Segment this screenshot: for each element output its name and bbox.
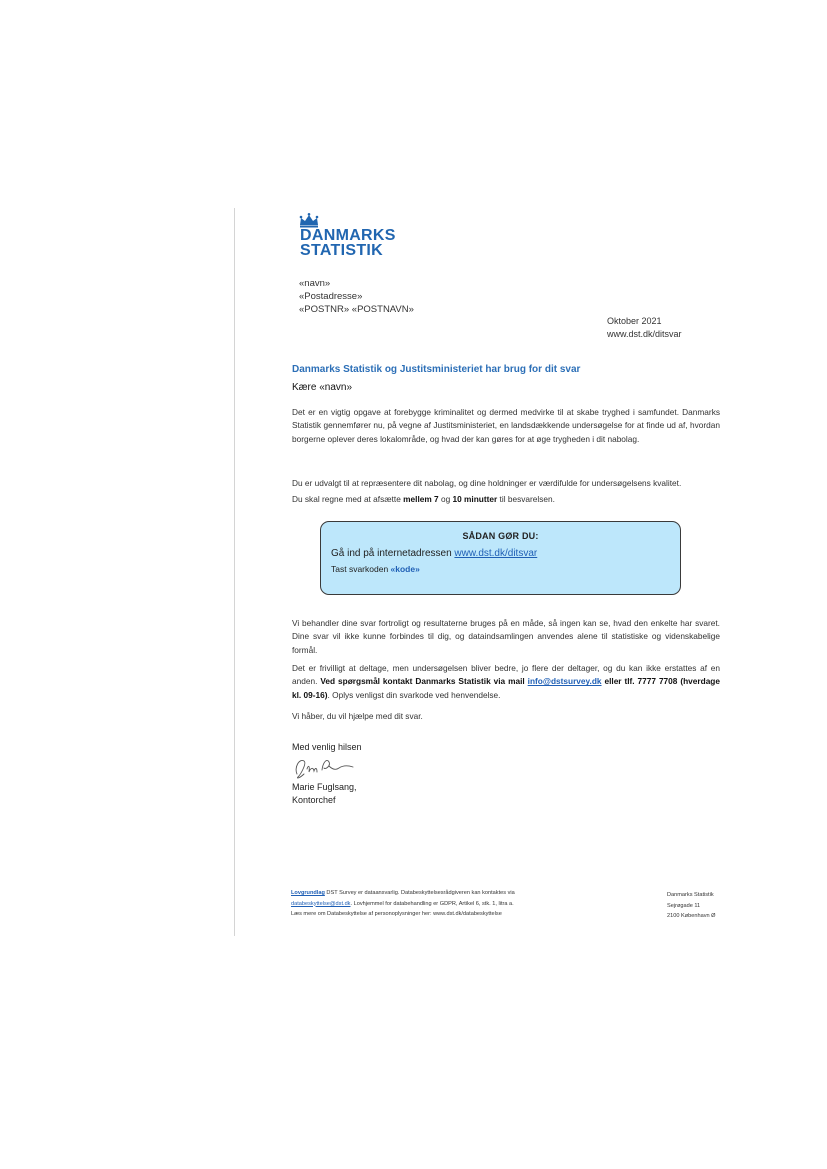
margin-rule xyxy=(234,208,235,936)
instructions-box xyxy=(320,521,681,595)
salutation: Kære «navn» xyxy=(292,382,353,393)
recipient-address xyxy=(299,277,414,316)
contact-email-link[interactable]: info@dstsurvey.dk xyxy=(527,676,602,687)
paragraph-selection: Du er udvalgt til at repræsentere dit nabolag, og dine holdninger er værdifulde for undersøgelsens kvalitet. xyxy=(292,478,682,488)
recipient-city: «POSTNR» «POSTNAVN» xyxy=(299,304,414,315)
logo-line-1: DANMARKS xyxy=(300,227,396,244)
closing: Med venlig hilsen xyxy=(292,742,362,752)
sender-address xyxy=(667,890,716,922)
instructions-code-line: Tast svarkoden «kode» xyxy=(331,564,420,574)
paragraph-time: Du skal regne med at afsætte mellem 7 og 10 minutter til besvarelsen. xyxy=(292,494,555,504)
date-block xyxy=(607,315,682,340)
sender-city: 2100 København Ø xyxy=(667,913,716,919)
sender-street: Sejrøgade 11 xyxy=(667,902,701,909)
signer-name: Marie Fuglsang, xyxy=(292,782,357,792)
footer-read-more: Læs mere om Databeskyttelse af personoplysninger her: www.dst.dk/databeskyttelse xyxy=(291,911,502,917)
survey-link[interactable]: www.dst.dk/ditsvar xyxy=(454,548,538,559)
signature-image xyxy=(291,754,361,782)
signer-title: Kontorchef xyxy=(292,794,336,805)
paragraph-purpose: Det er en vigtig opgave at forebygge kriminalitet og dermed medvirke til at skabe tryghed i samfundet. Danmarks Statistik gennemfører nu, på vegne af Justitsministeriet, en landsdækkende undersøgelse for at finde ud af, hvordan borgerne oplever deres lokalområde, og hvad der kan gøres for at øge trygheden i dit nabolag. xyxy=(292,407,720,444)
survey-code: «kode» xyxy=(390,564,420,574)
letter-url: www.dst.dk/ditsvar xyxy=(607,328,682,339)
paragraph-contact: Det er frivilligt at deltage, men undersøgelsen bliver bedre, jo flere der deltager, og du kan ikke erstattes af en anden. Ved spørgsmål kontakt Danmarks Statistik via mail info@dstsurvey.dk eller tlf. 7777 7708 (hverdage kl. 09-16). Oplys venligst din svarkode ved henvendelse. xyxy=(292,663,720,700)
signer-block xyxy=(292,781,357,806)
paragraph-hope: Vi håber, du vil hjælpe med dit svar. xyxy=(292,711,423,721)
instructions-title: SÅDAN GØR DU: xyxy=(462,531,539,541)
crown-icon xyxy=(298,213,320,228)
paragraph-confidentiality: Vi behandler dine svar fortroligt og resultaterne bruges på en måde, så ingen kan se, hvad den enkelte har svaret. Dine svar vil ikke kunne forbindes til dig, og dataindsamlingen anvendes alene til statistiske og videnskabelige formål. xyxy=(292,618,720,655)
recipient-street: «Postadresse» xyxy=(299,291,363,302)
privacy-email-link[interactable]: databeskyttelse@dst.dk xyxy=(291,900,351,907)
legal-footer: Lovgrundlag DST Survey er dataansvarlig. Databeskyttelsesrådgiveren kan kontaktes via databeskyttelse@dst.dk. Lovhjemmel for databehandling er GDPR, Artikel 6, stk. 1, litra a. Læs mere om Databeskyttelse af personoplysninger her: www.dst.dk/databeskyttelse xyxy=(291,888,591,920)
letter-date: Oktober 2021 xyxy=(607,316,662,326)
recipient-name: «navn» xyxy=(299,278,331,289)
instructions-url-line: Gå ind på internetadressen www.dst.dk/ditsvar xyxy=(331,548,538,559)
dst-logo xyxy=(298,213,398,263)
letter-heading: Danmarks Statistik og Justitsministeriet har brug for dit svar xyxy=(292,364,581,375)
footer-label: Lovgrundlag xyxy=(291,890,325,896)
sender-org: Danmarks Statistik xyxy=(667,892,714,898)
logo-line-2: STATISTIK xyxy=(300,242,383,259)
